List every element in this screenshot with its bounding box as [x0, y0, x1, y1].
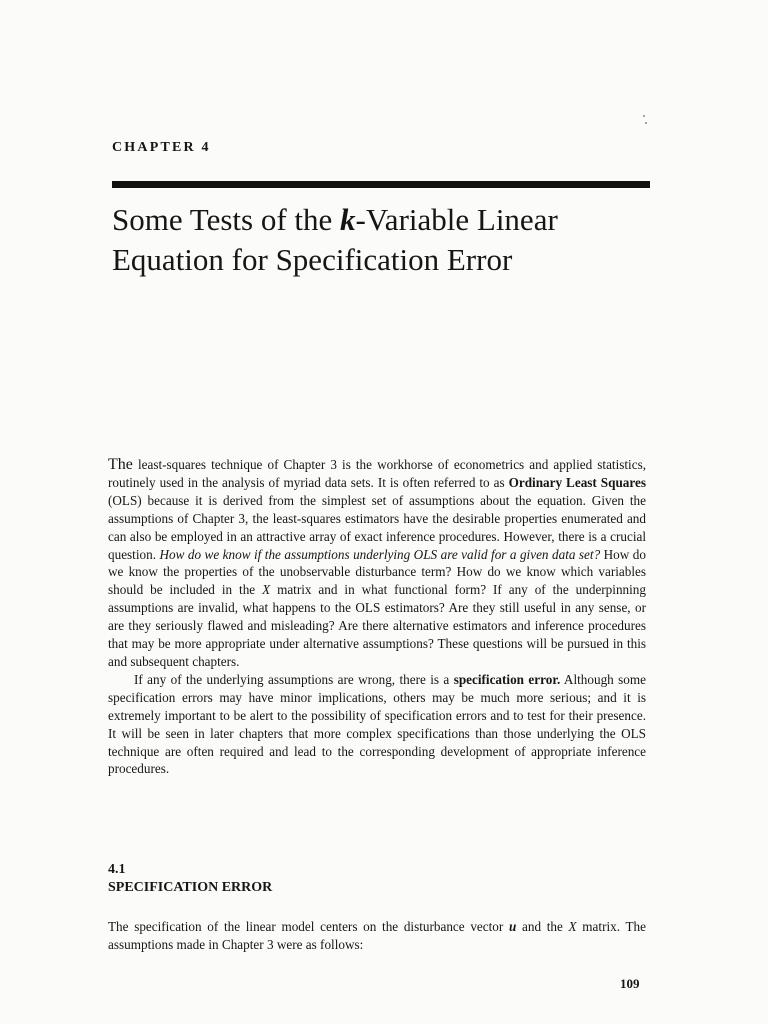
intro-p1-text-1: least-squares technique of Chapter 3 is the workhorse of econometrics and applied statistics, routinely used in the analysis of myriad data sets. It is often referred to as	[108, 457, 646, 490]
title-part2: -Variable Linear	[355, 202, 558, 237]
section-p1-text-1: The specification of the linear model centers on the disturbance vector	[108, 919, 509, 934]
scan-speck	[643, 115, 645, 117]
intro-p2-text-1: If any of the underlying assumptions are wrong, there is a	[134, 671, 454, 687]
intro-paragraph-1	[108, 456, 646, 671]
intro-text	[108, 456, 646, 778]
section-number: 4.1	[108, 862, 126, 877]
section-p1-text-2: and the	[516, 919, 569, 934]
intro-paragraph-2	[108, 671, 646, 778]
term-specification-error: specification error.	[453, 671, 561, 687]
section-title: SPECIFICATION ERROR	[108, 880, 273, 895]
symbol-x: X	[262, 582, 271, 598]
title-k: k	[340, 202, 356, 237]
intro-p1-text-3: How do we know the properties of the unobservable disturbance term? How do we know which variables should be included in the	[108, 546, 646, 598]
intro-dropcap: The	[108, 456, 133, 473]
chapter-rule	[112, 181, 650, 188]
intro-p1-text-4: matrix and in what functional form? If any of the underpinning assumptions are invalid, what happens to the OLS estimators? Are they still useful in any sense, or are they seriously flawed and misleading? Are there alternative estimators and inference procedures that may be more appropriate under alternative assumptions? These questions will be pursued in this and subsequent chapters.	[108, 582, 646, 669]
title-line2: Equation for Specification Error	[112, 242, 513, 277]
title-part1: Some Tests of the	[112, 202, 341, 237]
symbol-u: u	[508, 919, 517, 934]
section-paragraph-1	[108, 918, 646, 954]
intro-p1-text-2: (OLS) because it is derived from the simplest set of assumptions about the equation. Given the assumptions of Chapter 3, the least-squares estimators have the desirable properties enumerated and can also be employed in an attractive array of exact inference procedures. However, there is a crucial question.	[108, 492, 646, 562]
chapter-label: CHAPTER 4	[112, 140, 211, 155]
term-ols: Ordinary Least Squares	[508, 474, 646, 490]
intro-p2-text-2: Although some specification errors may have minor implications, others may be much more serious; and it is extremely important to be alert to the possibility of specification errors and to test for their presence. It will be seen in later chapters that more complex specifications than those underlying the OLS technique are often required and lead to the corresponding development of appropriate inference procedures.	[108, 671, 646, 777]
section-p1-text-3: matrix. The assumptions made in Chapter 3 were as follows:	[108, 919, 646, 952]
page-number: 109	[620, 976, 640, 991]
key-question: How do we know if the assumptions underlying OLS are valid for a given data set?	[159, 546, 601, 562]
scan-speck	[645, 122, 647, 124]
symbol-x-2: X	[568, 919, 577, 934]
chapter-title	[112, 200, 672, 280]
